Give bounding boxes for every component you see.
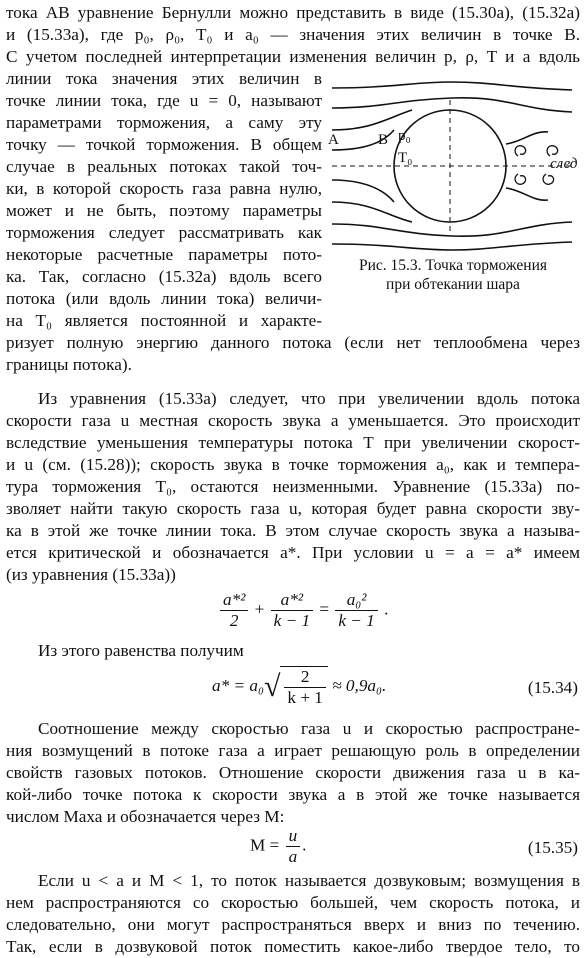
text-line: тура торможения T₀, остаются неизменными. Уравнение (15.33а) по- — [6, 477, 580, 496]
figure-caption-line: при обтекании шара — [386, 276, 520, 293]
text-line: торможения следует рассматривать как — [6, 223, 322, 242]
label-p0: p₀ — [398, 128, 411, 144]
fraction: $\frac{2}{k + 1}$ — [284, 667, 325, 708]
text-line: скорости газа u местная скорость звука a уменьшается. Это происходит — [6, 411, 580, 430]
figure-sphere-flow — [322, 70, 584, 293]
text-line: кой-либо точке потока к скорости звука a в этой же точке называется — [6, 785, 580, 804]
text-line: С учетом последней интерпретации изменения величин p, ρ, T и a вдоль — [6, 47, 580, 66]
text-line: свойств газовых потоков. Отношение скорости движения газа u в ка- — [6, 763, 580, 782]
text-line: точку — точкой торможения. В общем — [6, 135, 322, 154]
vortex-icon — [515, 146, 526, 156]
text-line: на T₀ является постоянной и характе- — [6, 311, 322, 330]
text-line: ния возмущений в потоке газа a играет решающую роль в определении — [6, 741, 580, 760]
text-line: Соотношение между скоростью газа u и скоростью распростране- — [38, 719, 580, 738]
vortex-icon — [547, 146, 558, 156]
streamline — [332, 180, 394, 202]
text-line: Так, если в дозвуковой поток поместить какое-либо твердое тело, то — [6, 937, 580, 956]
text-line: (из уравнения (15.33а)) — [6, 565, 176, 584]
label-a: A — [328, 132, 339, 148]
label-wake: след — [550, 156, 578, 172]
text-line: случае в реальных потоках такой точ- — [6, 157, 322, 176]
text-line: ка. Так, согласно (15.32а) вдоль всего — [6, 267, 322, 286]
vortex-icon — [515, 174, 526, 184]
text-line: нем распространяются со скоростью большей, чем скорость потока, и — [6, 893, 580, 912]
text-line: зволяет найти такую скорость газа u, которая будет равна скорости зву- — [6, 499, 580, 518]
equation-number: (15.35) — [527, 838, 578, 857]
wake-curve — [506, 188, 548, 200]
label-b: B — [378, 132, 389, 148]
text-line: точке линии тока, где u = 0, называют — [6, 91, 322, 110]
streamline — [332, 222, 572, 236]
text-line: Если u < a и M < 1, то поток называется дозвуковым; возмущения в — [38, 871, 580, 890]
text-line: границы потока). — [6, 355, 132, 374]
equation-15-35: M = $\frac{u}{a}$ . (15.35) — [250, 826, 578, 866]
text-line: ризует полную энергию данного потока (если нет теплообмена через — [6, 333, 580, 352]
fraction: $\frac{\text{a₀²}}{k - 1}$ — [335, 590, 377, 631]
vortex-icon — [543, 174, 554, 184]
fraction: $\frac{u}{a}$ — [286, 826, 301, 867]
label-t0: T₀ — [398, 150, 413, 166]
streamline — [332, 242, 572, 250]
text-line: тока АВ уравнение Бернулли можно представить в виде (15.30а), (15.32а) — [6, 3, 580, 22]
streamline — [332, 82, 572, 90]
text-line: параметрами торможения, а саму эту — [6, 113, 322, 132]
text-line: может и не быть, поэтому параметры — [6, 201, 322, 220]
equation-number: (15.34) — [527, 678, 578, 697]
fraction: $\frac{\text{a*²}}{2}$ — [220, 590, 248, 631]
text-line: вследствие уменьшения температуры потока T при увеличении скорост- — [6, 433, 580, 452]
text-line: и (15.33а), где p₀, ρ₀, T₀ и a₀ — значения этих величин в точке В. — [6, 25, 580, 44]
text-line: Из этого равенства получим — [38, 641, 244, 660]
text-line: и u (см. (15.28)); скорость звука в точке торможения a₀, как и темпера- — [6, 455, 580, 474]
figure-caption-line: Рис. 15.3. Точка торможения — [358, 257, 548, 274]
text-line: числом Маха и обозначается через М: — [6, 807, 285, 826]
text-line: некоторые расчетные параметры пото- — [6, 245, 322, 264]
wake-curve — [506, 132, 548, 144]
flow-diagram — [322, 70, 584, 255]
streamline — [332, 110, 412, 130]
text-line: Из уравнения (15.33а) следует, что при увеличении вдоль потока — [38, 389, 580, 408]
fraction: $\frac{\text{a*²}}{k - 1}$ — [271, 590, 313, 631]
streamline — [332, 202, 412, 222]
equation-critical-speed: $\frac{\text{a*²}}{2}$ + $\frac{\text{a*²}}{k - 1}$ = $\frac{\text{a₀²}}{k - 1}$ . — [0, 588, 584, 636]
text-line: линии тока значения этих величин в — [6, 69, 322, 88]
text-line: ется критической и обозначается a*. При условии u = a = a* имеем — [6, 543, 580, 562]
equation-15-34: a* = a₀√ $\frac{2}{k + 1}$ ≈ 0,9a₀. (15.34) — [212, 667, 578, 707]
text-line: следовательно, они могут распространяться вверх и вниз по течению. — [6, 915, 580, 934]
text-line: ки, в которой скорость газа равна нулю, — [6, 179, 322, 198]
text-line: ка в этой же точке линии тока. В этом случае скорость звука a называ- — [6, 521, 580, 540]
text-line: потока (или вдоль линии тока) величи- — [6, 289, 322, 308]
